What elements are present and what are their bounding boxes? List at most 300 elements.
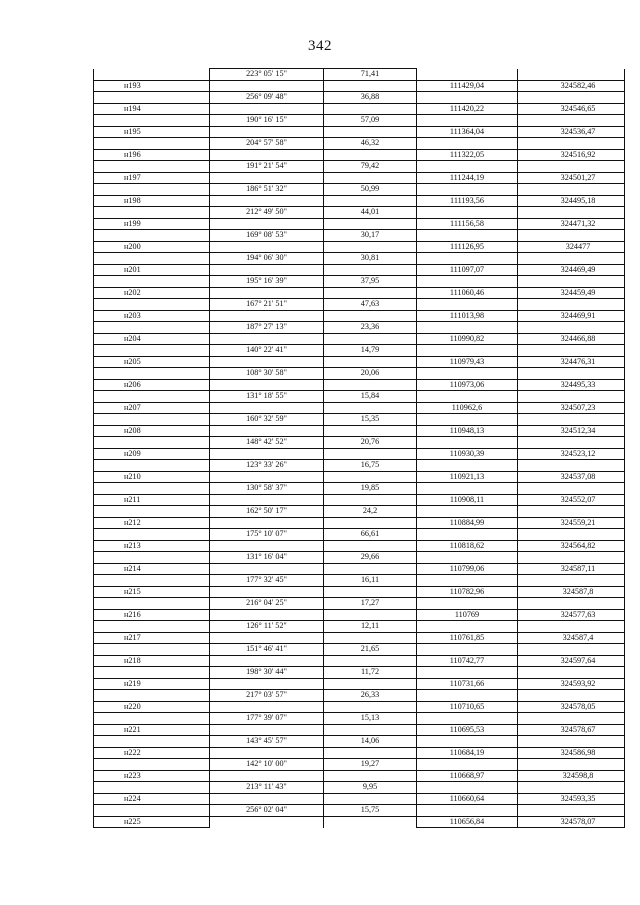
point-name-cell: н220 xyxy=(94,701,210,713)
segment-length-cell: 46,32 xyxy=(324,138,417,150)
direction-angle-cell: 143° 45' 57" xyxy=(210,736,324,748)
y-coordinate-cell xyxy=(518,345,625,357)
x-coordinate-cell xyxy=(417,92,518,104)
segment-row xyxy=(94,437,625,449)
segment-length-cell xyxy=(324,149,417,161)
direction-angle-cell xyxy=(210,310,324,322)
point-cell xyxy=(94,575,210,587)
x-coordinate-cell: 111126,95 xyxy=(417,241,518,253)
x-coordinate-cell xyxy=(417,460,518,472)
segment-row xyxy=(94,184,625,196)
segment-length-cell: 16,75 xyxy=(324,460,417,472)
segment-length-cell xyxy=(324,724,417,736)
x-coordinate-cell: 111429,04 xyxy=(417,80,518,92)
x-coordinate-cell: 110948,13 xyxy=(417,425,518,437)
point-cell xyxy=(94,322,210,334)
segment-row xyxy=(94,368,625,380)
direction-angle-cell xyxy=(210,195,324,207)
direction-angle-cell: 162° 50' 17" xyxy=(210,506,324,518)
direction-angle-cell xyxy=(210,563,324,575)
point-name-cell: н207 xyxy=(94,402,210,414)
segment-length-cell: 26,33 xyxy=(324,690,417,702)
segment-row xyxy=(94,736,625,748)
point-cell xyxy=(94,506,210,518)
y-coordinate-cell xyxy=(518,575,625,587)
x-coordinate-cell: 110799,06 xyxy=(417,563,518,575)
x-coordinate-cell xyxy=(417,759,518,771)
segment-row xyxy=(94,138,625,150)
x-coordinate-cell: 111420,22 xyxy=(417,103,518,115)
segment-row xyxy=(94,598,625,610)
point-name-cell: н198 xyxy=(94,195,210,207)
point-row xyxy=(94,333,625,345)
segment-row xyxy=(94,759,625,771)
x-coordinate-cell xyxy=(417,414,518,426)
y-coordinate-cell: 324512,34 xyxy=(518,425,625,437)
segment-length-cell: 19,27 xyxy=(324,759,417,771)
point-row xyxy=(94,402,625,414)
direction-angle-cell xyxy=(210,402,324,414)
point-name-cell: н201 xyxy=(94,264,210,276)
segment-length-cell: 44,01 xyxy=(324,207,417,219)
x-coordinate-cell xyxy=(417,667,518,679)
point-cell xyxy=(94,253,210,265)
segment-length-cell xyxy=(324,172,417,184)
x-coordinate-cell: 110973,06 xyxy=(417,379,518,391)
point-row xyxy=(94,747,625,759)
direction-angle-cell: 140° 22' 41" xyxy=(210,345,324,357)
segment-length-cell: 11,72 xyxy=(324,667,417,679)
y-coordinate-cell: 324476,31 xyxy=(518,356,625,368)
segment-length-cell: 14,06 xyxy=(324,736,417,748)
y-coordinate-cell: 324577,63 xyxy=(518,609,625,621)
point-row xyxy=(94,563,625,575)
segment-length-cell xyxy=(324,379,417,391)
point-name-cell: н221 xyxy=(94,724,210,736)
x-coordinate-cell xyxy=(417,506,518,518)
x-coordinate-cell xyxy=(417,207,518,219)
point-row xyxy=(94,540,625,552)
point-cell xyxy=(94,644,210,656)
point-row xyxy=(94,816,625,828)
direction-angle-cell: 217° 03' 57" xyxy=(210,690,324,702)
direction-angle-cell xyxy=(210,494,324,506)
x-coordinate-cell: 111322,05 xyxy=(417,149,518,161)
direction-angle-cell xyxy=(210,770,324,782)
y-coordinate-cell: 324587,8 xyxy=(518,586,625,598)
point-name-cell: н211 xyxy=(94,494,210,506)
segment-length-cell: 15,75 xyxy=(324,805,417,817)
point-name-cell: н208 xyxy=(94,425,210,437)
point-row xyxy=(94,356,625,368)
direction-angle-cell xyxy=(210,701,324,713)
x-coordinate-cell: 110710,65 xyxy=(417,701,518,713)
segment-length-cell: 20,06 xyxy=(324,368,417,380)
x-coordinate-cell: 110731,66 xyxy=(417,678,518,690)
segment-length-cell: 66,61 xyxy=(324,529,417,541)
segment-length-cell xyxy=(324,103,417,115)
segment-length-cell xyxy=(324,126,417,138)
point-cell xyxy=(94,598,210,610)
x-coordinate-cell: 111193,56 xyxy=(417,195,518,207)
segment-row xyxy=(94,253,625,265)
x-coordinate-cell: 110695,53 xyxy=(417,724,518,736)
x-coordinate-cell xyxy=(417,437,518,449)
direction-angle-cell: 175° 10' 07" xyxy=(210,529,324,541)
y-coordinate-cell xyxy=(518,368,625,380)
direction-angle-cell: 256° 09' 48" xyxy=(210,92,324,104)
segment-row xyxy=(94,483,625,495)
direction-angle-cell xyxy=(210,724,324,736)
direction-angle-cell: 131° 18' 55" xyxy=(210,391,324,403)
point-name-cell: н216 xyxy=(94,609,210,621)
segment-length-cell: 30,81 xyxy=(324,253,417,265)
y-coordinate-cell xyxy=(518,690,625,702)
point-cell xyxy=(94,230,210,242)
segment-row xyxy=(94,713,625,725)
segment-length-cell xyxy=(324,517,417,529)
y-coordinate-cell: 324495,18 xyxy=(518,195,625,207)
segment-row xyxy=(94,345,625,357)
point-cell xyxy=(94,713,210,725)
segment-length-cell xyxy=(324,701,417,713)
segment-length-cell: 14,79 xyxy=(324,345,417,357)
direction-angle-cell: 194° 06' 30" xyxy=(210,253,324,265)
x-coordinate-cell xyxy=(417,736,518,748)
segment-length-cell: 24,2 xyxy=(324,506,417,518)
point-row xyxy=(94,678,625,690)
x-coordinate-cell xyxy=(417,690,518,702)
point-row xyxy=(94,149,625,161)
x-coordinate-cell xyxy=(417,391,518,403)
x-coordinate-cell: 111244,19 xyxy=(417,172,518,184)
direction-angle-cell: 198° 30' 44" xyxy=(210,667,324,679)
segment-length-cell xyxy=(324,586,417,598)
direction-angle-cell xyxy=(210,356,324,368)
point-name-cell: н217 xyxy=(94,632,210,644)
segment-length-cell: 15,84 xyxy=(324,391,417,403)
direction-angle-cell: 256° 02' 04" xyxy=(210,805,324,817)
direction-angle-cell: 123° 33' 26" xyxy=(210,460,324,472)
page-number: 342 xyxy=(308,38,332,54)
segment-length-cell: 37,95 xyxy=(324,276,417,288)
y-coordinate-cell: 324587,4 xyxy=(518,632,625,644)
point-row xyxy=(94,80,625,92)
point-cell xyxy=(94,184,210,196)
point-row xyxy=(94,264,625,276)
x-coordinate-cell xyxy=(417,621,518,633)
y-coordinate-cell xyxy=(518,644,625,656)
direction-angle-cell xyxy=(210,264,324,276)
segment-length-cell xyxy=(324,678,417,690)
x-coordinate-cell xyxy=(417,253,518,265)
segment-row xyxy=(94,805,625,817)
point-name-cell: н200 xyxy=(94,241,210,253)
segment-length-cell xyxy=(324,333,417,345)
segment-row xyxy=(94,782,625,794)
segment-length-cell: 71,41 xyxy=(324,69,417,81)
point-cell xyxy=(94,805,210,817)
y-coordinate-cell xyxy=(518,529,625,541)
y-coordinate-cell: 324578,07 xyxy=(518,816,625,828)
point-name-cell: н225 xyxy=(94,816,210,828)
direction-angle-cell xyxy=(210,425,324,437)
y-coordinate-cell: 324564,82 xyxy=(518,540,625,552)
segment-length-cell: 15,13 xyxy=(324,713,417,725)
point-cell xyxy=(94,690,210,702)
point-row xyxy=(94,586,625,598)
direction-angle-cell: 195° 16' 39" xyxy=(210,276,324,288)
point-cell xyxy=(94,782,210,794)
point-row xyxy=(94,517,625,529)
direction-angle-cell: 148° 42' 52" xyxy=(210,437,324,449)
x-coordinate-cell xyxy=(417,483,518,495)
segment-length-cell: 23,36 xyxy=(324,322,417,334)
x-coordinate-cell: 110990,82 xyxy=(417,333,518,345)
segment-length-cell xyxy=(324,287,417,299)
point-row xyxy=(94,195,625,207)
segment-length-cell xyxy=(324,471,417,483)
y-coordinate-cell: 324507,23 xyxy=(518,402,625,414)
direction-angle-cell xyxy=(210,816,324,828)
point-name-cell: н222 xyxy=(94,747,210,759)
point-name-cell: н213 xyxy=(94,540,210,552)
y-coordinate-cell xyxy=(518,506,625,518)
direction-angle-cell xyxy=(210,103,324,115)
point-row xyxy=(94,126,625,138)
x-coordinate-cell xyxy=(417,368,518,380)
direction-angle-cell xyxy=(210,379,324,391)
direction-angle-cell xyxy=(210,793,324,805)
y-coordinate-cell: 324501,27 xyxy=(518,172,625,184)
point-cell xyxy=(94,529,210,541)
segment-row xyxy=(94,460,625,472)
point-cell xyxy=(94,621,210,633)
point-row xyxy=(94,218,625,230)
segment-length-cell: 16,11 xyxy=(324,575,417,587)
point-name-cell: н219 xyxy=(94,678,210,690)
direction-angle-cell: 212° 49' 50" xyxy=(210,207,324,219)
y-coordinate-cell xyxy=(518,230,625,242)
x-coordinate-cell xyxy=(417,644,518,656)
segment-row xyxy=(94,230,625,242)
direction-angle-cell: 151° 46' 41" xyxy=(210,644,324,656)
y-coordinate-cell xyxy=(518,322,625,334)
point-row xyxy=(94,471,625,483)
segment-row xyxy=(94,207,625,219)
direction-angle-cell: 108° 30' 58" xyxy=(210,368,324,380)
x-coordinate-cell: 110962,6 xyxy=(417,402,518,414)
segment-length-cell: 57,09 xyxy=(324,115,417,127)
x-coordinate-cell xyxy=(417,598,518,610)
point-row xyxy=(94,770,625,782)
point-cell xyxy=(94,161,210,173)
y-coordinate-cell: 324471,32 xyxy=(518,218,625,230)
segment-length-cell: 47,63 xyxy=(324,299,417,311)
x-coordinate-cell xyxy=(417,713,518,725)
segment-length-cell: 29,66 xyxy=(324,552,417,564)
direction-angle-cell: 131° 16' 04" xyxy=(210,552,324,564)
y-coordinate-cell xyxy=(518,253,625,265)
segment-length-cell xyxy=(324,80,417,92)
y-coordinate-cell: 324552,07 xyxy=(518,494,625,506)
y-coordinate-cell: 324546,65 xyxy=(518,103,625,115)
x-coordinate-cell: 110684,19 xyxy=(417,747,518,759)
direction-angle-cell xyxy=(210,632,324,644)
segment-row xyxy=(94,115,625,127)
segment-length-cell: 20,76 xyxy=(324,437,417,449)
segment-row xyxy=(94,621,625,633)
segment-row xyxy=(94,92,625,104)
direction-angle-cell xyxy=(210,540,324,552)
direction-angle-cell xyxy=(210,678,324,690)
x-coordinate-cell xyxy=(417,805,518,817)
y-coordinate-cell xyxy=(518,391,625,403)
point-row xyxy=(94,632,625,644)
direction-angle-cell: 190° 16' 15" xyxy=(210,115,324,127)
segment-length-cell xyxy=(324,241,417,253)
direction-angle-cell: 191° 21' 54" xyxy=(210,161,324,173)
y-coordinate-cell: 324523,12 xyxy=(518,448,625,460)
point-row xyxy=(94,655,625,667)
point-cell xyxy=(94,345,210,357)
y-coordinate-cell xyxy=(518,552,625,564)
direction-angle-cell xyxy=(210,586,324,598)
point-cell xyxy=(94,276,210,288)
y-coordinate-cell xyxy=(518,805,625,817)
point-row xyxy=(94,103,625,115)
segment-row xyxy=(94,161,625,173)
y-coordinate-cell: 324593,35 xyxy=(518,793,625,805)
y-coordinate-cell: 324578,05 xyxy=(518,701,625,713)
y-coordinate-cell: 324466,88 xyxy=(518,333,625,345)
point-row xyxy=(94,701,625,713)
direction-angle-cell xyxy=(210,126,324,138)
x-coordinate-cell: 110660,64 xyxy=(417,793,518,805)
segment-length-cell xyxy=(324,425,417,437)
direction-angle-cell: 177° 39' 07" xyxy=(210,713,324,725)
x-coordinate-cell: 110782,96 xyxy=(417,586,518,598)
point-name-cell: н209 xyxy=(94,448,210,460)
point-cell xyxy=(94,483,210,495)
y-coordinate-cell: 324586,98 xyxy=(518,747,625,759)
point-cell xyxy=(94,460,210,472)
point-row xyxy=(94,793,625,805)
segment-length-cell: 21,65 xyxy=(324,644,417,656)
point-cell xyxy=(94,207,210,219)
y-coordinate-cell: 324495,33 xyxy=(518,379,625,391)
point-name-cell: н202 xyxy=(94,287,210,299)
x-coordinate-cell: 111156,58 xyxy=(417,218,518,230)
segment-length-cell xyxy=(324,793,417,805)
segment-row xyxy=(94,690,625,702)
y-coordinate-cell: 324598,8 xyxy=(518,770,625,782)
segment-length-cell xyxy=(324,402,417,414)
x-coordinate-cell: 110656,84 xyxy=(417,816,518,828)
segment-row xyxy=(94,667,625,679)
point-cell xyxy=(94,736,210,748)
point-row xyxy=(94,425,625,437)
x-coordinate-cell: 110908,11 xyxy=(417,494,518,506)
y-coordinate-cell: 324597,64 xyxy=(518,655,625,667)
segment-length-cell xyxy=(324,310,417,322)
point-cell xyxy=(94,391,210,403)
point-name-cell: н199 xyxy=(94,218,210,230)
point-row xyxy=(94,494,625,506)
segment-row xyxy=(94,644,625,656)
point-cell xyxy=(94,667,210,679)
segment-row xyxy=(94,299,625,311)
x-coordinate-cell xyxy=(417,161,518,173)
segment-length-cell: 9,95 xyxy=(324,782,417,794)
y-coordinate-cell xyxy=(518,667,625,679)
point-name-cell: н203 xyxy=(94,310,210,322)
point-row xyxy=(94,310,625,322)
segment-length-cell xyxy=(324,655,417,667)
segment-length-cell xyxy=(324,264,417,276)
y-coordinate-cell xyxy=(518,437,625,449)
x-coordinate-cell xyxy=(417,184,518,196)
direction-angle-cell: 126° 11' 52" xyxy=(210,621,324,633)
segment-length-cell xyxy=(324,494,417,506)
point-name-cell: н197 xyxy=(94,172,210,184)
point-name-cell: н212 xyxy=(94,517,210,529)
x-coordinate-cell: 110769 xyxy=(417,609,518,621)
segment-row xyxy=(94,414,625,426)
segment-length-cell xyxy=(324,448,417,460)
direction-angle-cell xyxy=(210,609,324,621)
segment-length-cell xyxy=(324,770,417,782)
point-cell xyxy=(94,552,210,564)
point-row xyxy=(94,448,625,460)
x-coordinate-cell xyxy=(417,69,518,81)
x-coordinate-cell xyxy=(417,138,518,150)
y-coordinate-cell xyxy=(518,621,625,633)
x-coordinate-cell xyxy=(417,552,518,564)
segment-length-cell xyxy=(324,816,417,828)
point-cell xyxy=(94,368,210,380)
segment-length-cell: 19,85 xyxy=(324,483,417,495)
segment-row xyxy=(94,391,625,403)
direction-angle-cell xyxy=(210,149,324,161)
y-coordinate-cell xyxy=(518,414,625,426)
segment-length-cell: 15,35 xyxy=(324,414,417,426)
y-coordinate-cell xyxy=(518,460,625,472)
segment-length-cell: 36,88 xyxy=(324,92,417,104)
direction-angle-cell xyxy=(210,241,324,253)
direction-angle-cell xyxy=(210,747,324,759)
direction-angle-cell: 204° 57' 58" xyxy=(210,138,324,150)
x-coordinate-cell: 111060,46 xyxy=(417,287,518,299)
y-coordinate-cell xyxy=(518,782,625,794)
segment-row xyxy=(94,506,625,518)
point-name-cell: н196 xyxy=(94,149,210,161)
direction-angle-cell: 169° 08' 53" xyxy=(210,230,324,242)
x-coordinate-cell: 111097,07 xyxy=(417,264,518,276)
point-row xyxy=(94,724,625,736)
x-coordinate-cell: 110668,97 xyxy=(417,770,518,782)
x-coordinate-cell: 110818,62 xyxy=(417,540,518,552)
direction-angle-cell xyxy=(210,448,324,460)
point-row xyxy=(94,379,625,391)
direction-angle-cell xyxy=(210,333,324,345)
y-coordinate-cell: 324536,47 xyxy=(518,126,625,138)
segment-length-cell: 50,99 xyxy=(324,184,417,196)
segment-length-cell: 79,42 xyxy=(324,161,417,173)
y-coordinate-cell: 324469,91 xyxy=(518,310,625,322)
point-name-cell: н210 xyxy=(94,471,210,483)
segment-length-cell: 30,17 xyxy=(324,230,417,242)
